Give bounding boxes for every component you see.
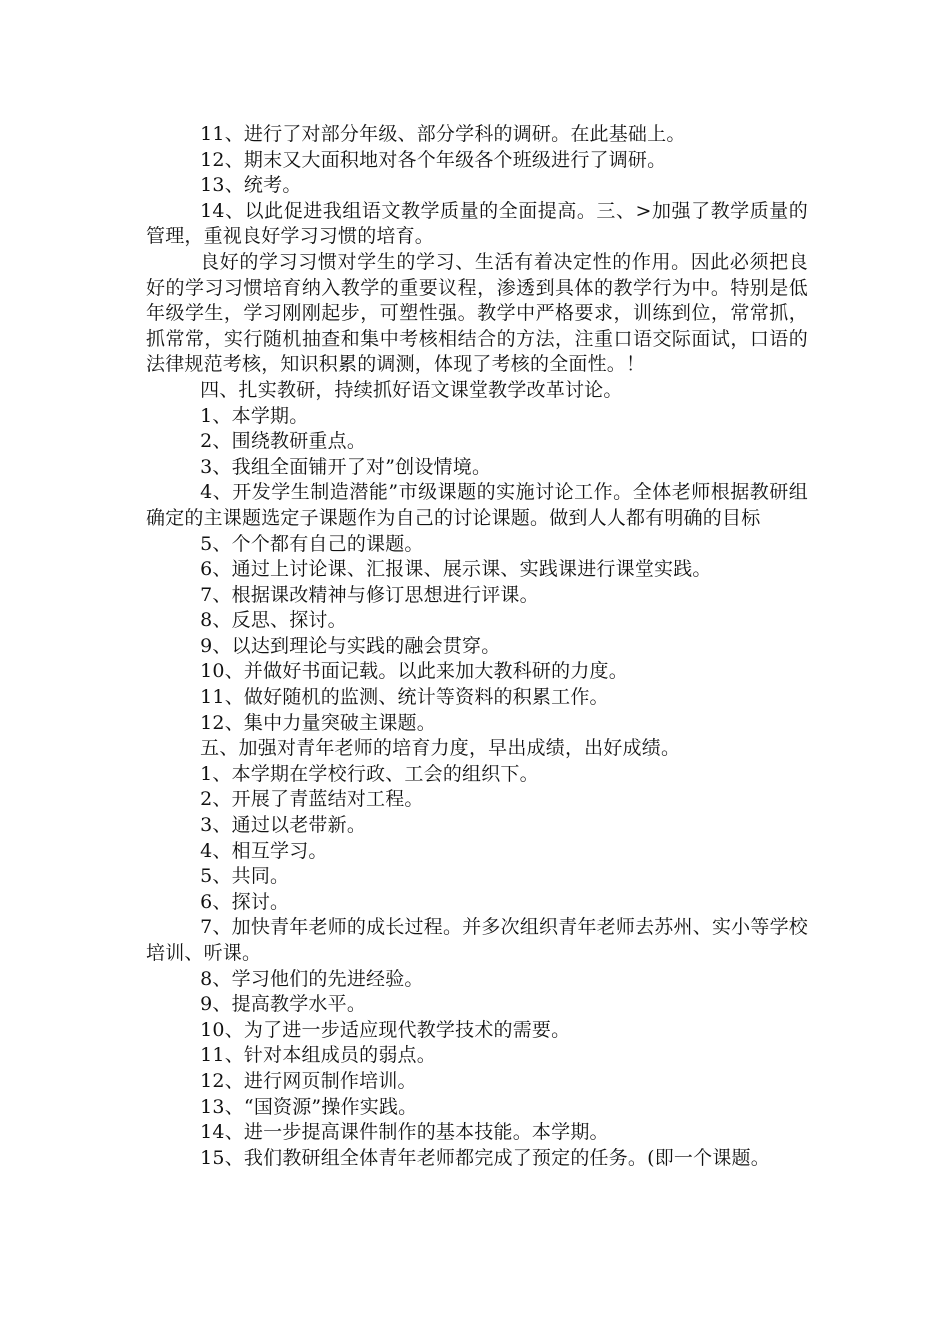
paragraph: 13、统考。 <box>200 174 302 197</box>
paragraph: 14、以此促进我组语文教学质量的全面提高。三、>加强了教学质量的管理，重视良好学习习惯的培育。 <box>146 199 808 248</box>
list-item: 2、开展了青蓝结对工程。 <box>200 788 424 811</box>
list-item: 4、相互学习。 <box>200 839 328 862</box>
list-item: 7、根据课改精神与修订思想进行评课。 <box>200 583 539 606</box>
paragraph: 12、期末又大面积地对各个年级各个班级进行了调研。 <box>200 148 667 171</box>
list-item: 15、我们教研组全体青年老师都完成了预定的任务。(即一个课题。 <box>200 1146 770 1169</box>
paragraph: 良好的学习习惯对学生的学习、生活有着决定性的作用。因此必须把良好的学习习惯培育纳入教学的重要议程，渗透到具体的教学行为中。特别是低年级学生，学习刚刚起步，可塑性强。教学中严格要求，训练到位，常常抓，抓常常，实行随机抽查和集中考核相结合的方法，注重口语交际面试，口语的法律规范考核，知识积累的调测，体现了考核的全面性。！ <box>146 250 808 376</box>
list-item: 12、进行网页制作培训。 <box>200 1069 417 1092</box>
list-item: 6、通过上讨论课、汇报课、展示课、实践课进行课堂实践。 <box>200 558 712 581</box>
list-item: 10、并做好书面记载。以此来加大教科研的力度。 <box>200 660 628 683</box>
list-item: 6、探讨。 <box>200 890 290 913</box>
paragraph: 11、进行了对部分年级、部分学科的调研。在此基础上。 <box>200 123 686 145</box>
list-item: 1、本学期。 <box>200 404 309 427</box>
list-item: 8、反思、探讨。 <box>200 609 347 632</box>
list-item: 5、共同。 <box>200 865 290 888</box>
list-item: 4、开发学生制造潜能”市级课题的实施讨论工作。全体老师根据教研组确定的主课题选定子课题作为自己的讨论课题。做到人人都有明确的目标 <box>146 481 808 529</box>
list-item: 11、针对本组成员的弱点。 <box>200 1044 436 1067</box>
list-item: 7、加快青年老师的成长过程。并多次组织青年老师去苏州、实小等学校培训、听课。 <box>146 916 808 964</box>
list-item: 10、为了进一步适应现代教学技术的需要。 <box>200 1018 571 1041</box>
section-heading: 四、扎实教研，持续抓好语文课堂教学改革讨论。 <box>200 378 623 401</box>
list-item: 14、进一步提高课件制作的基本技能。本学期。 <box>200 1121 609 1144</box>
list-item: 1、本学期在学校行政、工会的组织下。 <box>200 762 539 785</box>
list-item: 8、学习他们的先进经验。 <box>200 967 424 990</box>
section-heading: 五、加强对青年老师的培育力度，早出成绩，出好成绩。 <box>200 737 681 760</box>
list-item: 12、集中力量突破主课题。 <box>200 711 436 734</box>
list-item: 3、通过以老带新。 <box>200 814 367 837</box>
document-body <box>146 122 808 1171</box>
list-item: 13、“国资源”操作实践。 <box>200 1095 418 1118</box>
list-item: 2、围绕教研重点。 <box>200 430 367 453</box>
list-item: 5、个个都有自己的课题。 <box>200 532 424 555</box>
list-item: 9、以达到理论与实践的融会贯穿。 <box>200 634 501 657</box>
list-item: 3、我组全面铺开了对”创设情境。 <box>200 455 492 478</box>
list-item: 11、做好随机的监测、统计等资料的积累工作。 <box>200 686 609 709</box>
list-item: 9、提高教学水平。 <box>200 993 367 1016</box>
